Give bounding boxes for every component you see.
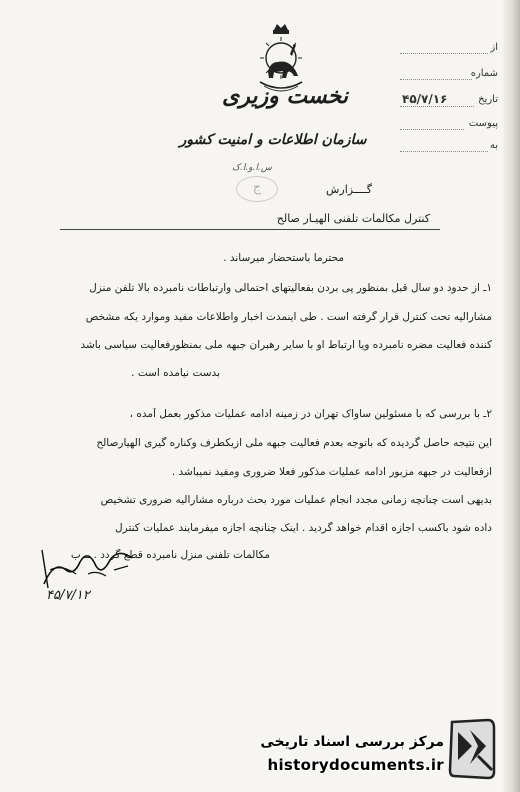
body-line: ازفعالیت در جبهه مزبور ادامه عملیات مذکور فعلا ضروری ومفید نمیباشد .	[171, 466, 492, 478]
stamp-seal	[236, 176, 278, 202]
cc-line	[400, 151, 488, 152]
reference-code: س.ا.و.ا.ک	[232, 163, 272, 173]
body-line: داده شود باکسب اجازه اقدام خواهد گردید . اینک چنانچه اجازه میفرمایند عملیات کنترل	[115, 522, 492, 534]
body-line: مکالمات تلفنی منزل نامبرده قطع گردد . ــ ب	[70, 549, 270, 561]
seal-text: ج	[252, 180, 262, 195]
body-line: کننده فعالیت مضره نامبرده ویا ارتباط او با سایر رهبران جبهه ملی بمنظورفعالیت سیاسی باشد	[80, 339, 492, 351]
date-value: ۴۵/۷/۱۶	[402, 92, 448, 106]
body-line: مشارالیه تحت کنترل قرار گرفته است . طی اینمدت اخبار واطلاعات مفید وموارد یکه مشخص	[85, 311, 492, 323]
recipient: گــــزارش	[326, 183, 372, 196]
body-line: بدست نیامده است .	[131, 367, 220, 379]
subject-underline	[60, 229, 440, 230]
subject: کنترل مکالمات تلفنی الهیـار صالح	[276, 212, 430, 225]
body-line: این نتیجه حاصل گردیده که باتوجه بعدم فعالیت جبهه ملی ازیکطرف وکناره گیری الهیارصالح	[96, 437, 492, 449]
number-line	[400, 79, 472, 80]
from-line	[400, 53, 488, 54]
from-label: از	[490, 42, 498, 53]
attachment-label: پیوست	[468, 118, 498, 129]
handwritten-date: ۴۵/۷/۱۲	[46, 588, 90, 603]
body-line: ۲ـ با بررسی که با مسئولین ساواک تهران در زمینه ادامه عملیات مذکور بعمل آمده ،	[129, 408, 492, 420]
cc-label: به	[489, 140, 498, 151]
organization-name: سازمان اطلاعات و امنیت کشور	[179, 132, 367, 148]
page-edge	[502, 0, 520, 792]
attachment-line	[400, 129, 464, 130]
body-line: بدیهی است چنانچه زمانی مجدد انجام عملیات مورد بحث درباره مشارالیه ضروری تشخیص	[100, 494, 492, 506]
watermark-title: مرکز بررسی اسناد تاریخی	[260, 734, 444, 750]
body-line: ۱ـ از حدود دو سال قبل بمنظور پی بردن بفعالیتهای احتمالی وارتباطات نامبرده بالا تلفن منزل	[89, 282, 492, 294]
date-line	[400, 106, 474, 107]
date-label: تاریخ	[478, 94, 498, 105]
number-label: شماره	[470, 68, 498, 79]
watermark-url[interactable]: historydocuments.ir	[267, 756, 444, 774]
history-documents-logo	[448, 716, 498, 782]
ministry-title: نخست وزیری	[222, 84, 348, 109]
body-line-greeting: محترما باستحضار میرساند .	[223, 252, 344, 264]
